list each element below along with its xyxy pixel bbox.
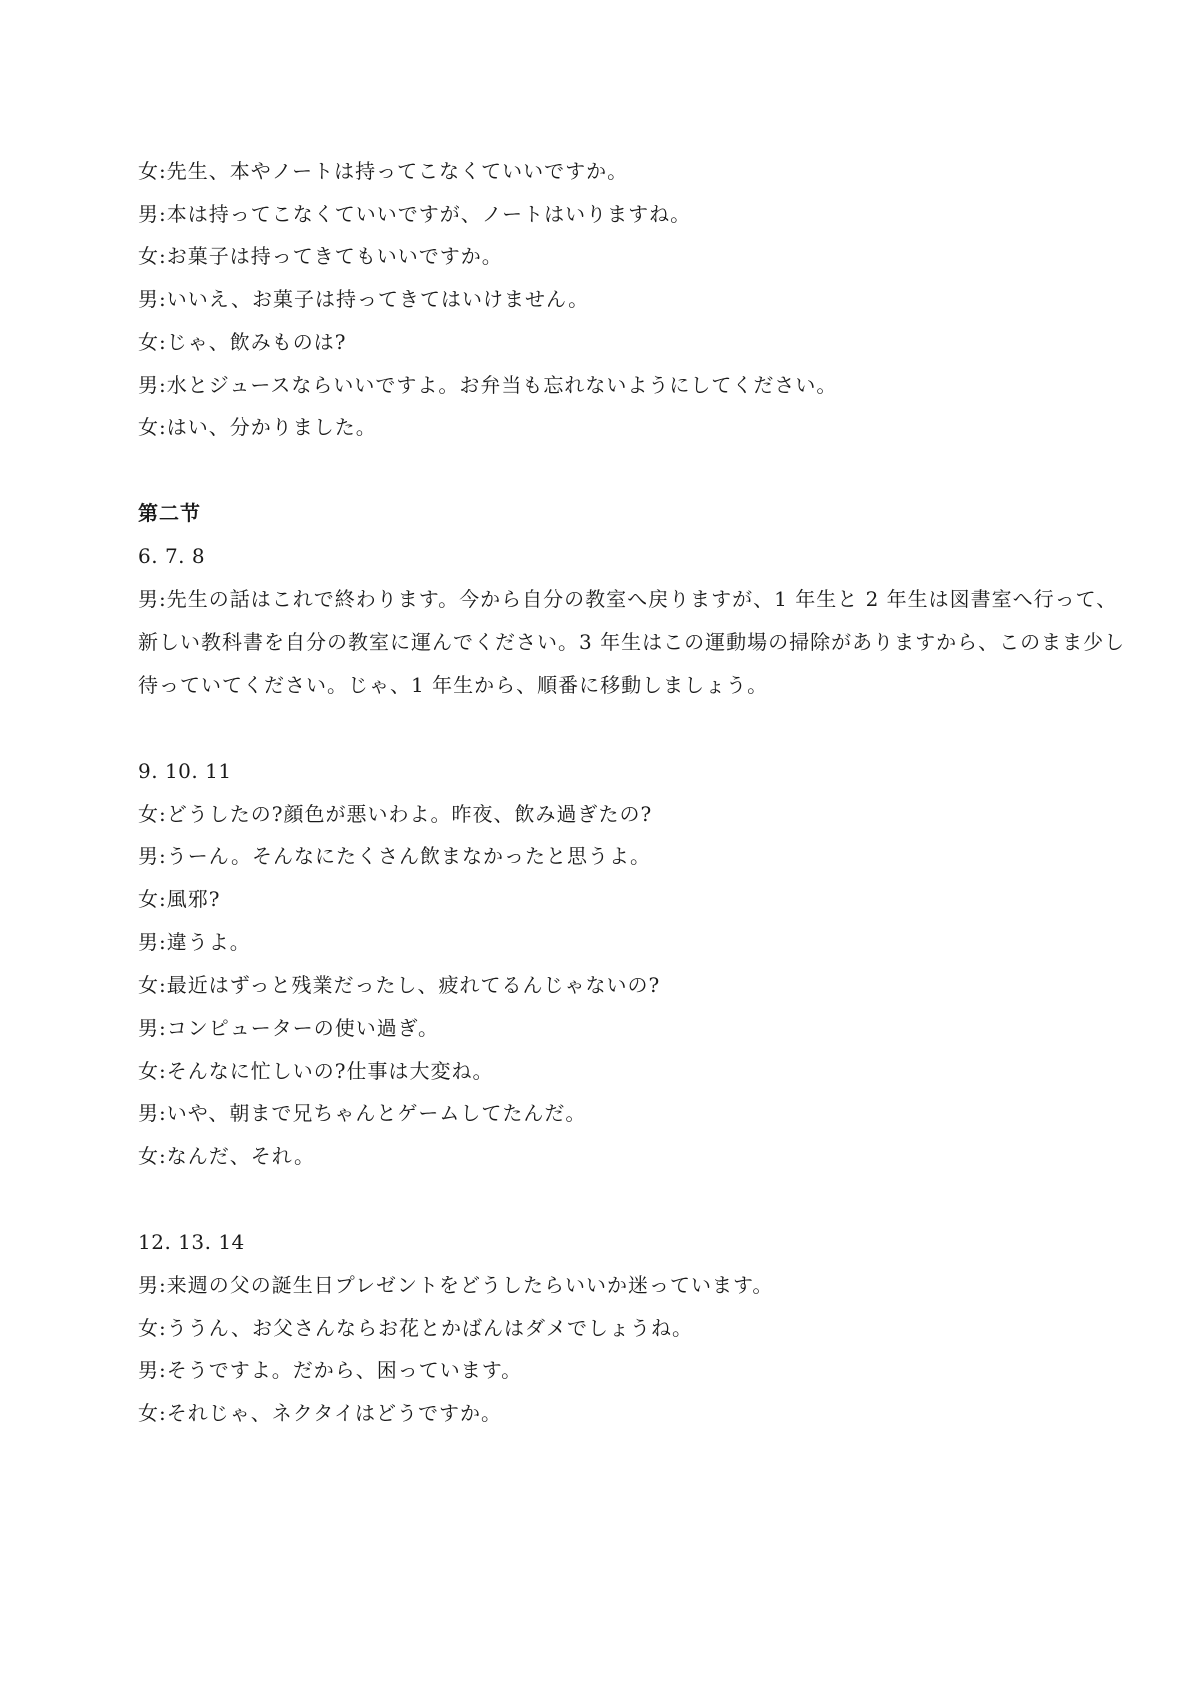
dialogue-line: 男:いや、朝まで兄ちゃんとゲームしてたんだ。 [138,1101,587,1125]
dialogue-line: 女:お菓子は持ってきてもいいですか。 [138,244,503,268]
dialogue-line: 女:ううん、お父さんならお花とかばんはダメでしょうね。 [138,1316,693,1340]
monologue-line: 新しい教科書を自分の教室に運んでください。3 年生はこの運動場の掃除がありますから、このまま少し [138,630,1126,654]
dialogue-line: 男:そうですよ。だから、困っています。 [138,1358,523,1382]
monologue-line: 男:先生の話はこれで終わります。今から自分の教室へ戻りますが、1 年生と 2 年生は図書室へ行って、 [138,587,1118,611]
question-number: 6. 7. 8 [138,544,206,568]
question-number: 9. 10. 11 [138,759,232,783]
dialogue-line: 女:じゃ、飲みものは? [138,330,347,354]
dialogue-line: 女:そんなに忙しいの?仕事は大変ね。 [138,1059,494,1083]
dialogue-line: 男:来週の父の誕生日プレゼントをどうしたらいいか迷っています。 [138,1273,774,1297]
dialogue-line: 女:なんだ、それ。 [138,1144,315,1168]
dialogue-line: 女:どうしたの?顔色が悪いわよ。昨夜、飲み過ぎたの? [138,802,653,826]
dialogue-line: 女:はい、分かりました。 [138,415,377,439]
dialogue-line: 男:いいえ、お菓子は持ってきてはいけません。 [138,287,590,311]
dialogue-line: 男:うーん。そんなにたくさん飲まなかったと思うよ。 [138,844,651,868]
section-title: 第二节 [138,501,201,525]
dialogue-line: 男:コンピューターの使い過ぎ。 [138,1016,439,1040]
dialogue-line: 男:水とジュースならいいですよ。お弁当も忘れないようにしてください。 [138,373,838,397]
dialogue-line: 男:違うよ。 [138,930,251,954]
dialogue-line: 女:最近はずっと残業だったし、疲れてるんじゃないの? [138,973,661,997]
question-number: 12. 13. 14 [138,1230,245,1254]
dialogue-line: 男:本は持ってこなくていいですが、ノートはいりますね。 [138,202,692,226]
dialogue-line: 女:風邪? [138,887,221,911]
dialogue-line: 女:先生、本やノートは持ってこなくていいですか。 [138,159,629,183]
dialogue-line: 女:それじゃ、ネクタイはどうですか。 [138,1401,502,1425]
monologue-line: 待っていてください。じゃ、1 年生から、順番に移動しましょう。 [138,673,769,697]
